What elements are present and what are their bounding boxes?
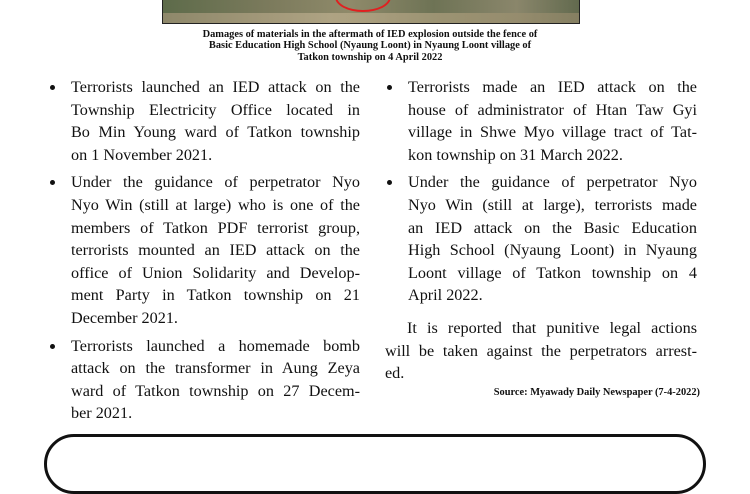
text-line: Terrorists launched an IED attack on the [71, 78, 360, 96]
bullet-item [48, 171, 360, 329]
text-line: Nyo Win (still at large), terrorists made [408, 195, 697, 214]
right-column [385, 76, 697, 385]
caption-line: Damages of materials in the aftermath of IED explosion outside the fence of [202, 29, 538, 40]
text-line: Loont village of Tatkon township on 4 [408, 263, 697, 282]
article-photo [162, 0, 580, 24]
text-line: It is reported that punitive legal actions [407, 318, 697, 337]
text-line: April 2022. [408, 286, 483, 305]
bullet-dot [50, 85, 55, 90]
photo-caption [150, 29, 590, 63]
text-line: on 1 November 2021. [71, 145, 213, 164]
bullet-dot [50, 180, 55, 185]
text-line: ed. [385, 364, 405, 383]
text-line: Bo Min Young ward of Tatkon township [71, 123, 360, 142]
text-line: Nyo Win (still at large) who is one of the [71, 195, 360, 214]
text-line: an IED attack on the Basic Education [408, 218, 697, 237]
closing-paragraph [385, 317, 697, 385]
text-line: ber 2021. [71, 404, 133, 423]
photo-highlight-circle [335, 0, 391, 12]
text-line: kon township on 31 March 2022. [408, 145, 623, 164]
left-column [48, 76, 360, 430]
caption-line: Tatkon township on 4 April 2022 [297, 51, 443, 63]
caption-line: Basic Education High School (Nyaung Loont) in Nyaung Loont village of [208, 40, 532, 52]
text-line: attack on the transformer in Aung Zeya [71, 359, 360, 378]
text-line: ment Party in Tatkon township on 21 [71, 286, 360, 305]
text-line: terrorists mounted an IED attack on the [71, 241, 360, 260]
text-line: will be taken against the perpetrators arrest- [385, 341, 697, 360]
bullet-item [385, 171, 697, 307]
text-line: members of Tatkon PDF terrorist group, [71, 218, 360, 237]
text-line: Terrorists made an IED attack on the [408, 78, 697, 96]
bullet-dot [50, 344, 55, 349]
text-line: High School (Nyaung Loont) in Nyaung [408, 241, 697, 260]
bullet-item [48, 335, 360, 425]
text-line: house of administrator of Htan Taw Gyi [408, 100, 697, 119]
bullet-item [385, 76, 697, 166]
text-line: office of Union Solidarity and Develop- [71, 263, 360, 282]
text-line: village in Shwe Myo village tract of Tat- [408, 123, 697, 142]
bullet-item [48, 76, 360, 166]
source-credit: Source: Myawady Daily Newspaper (7-4-2022) [493, 387, 700, 398]
text-line: Terrorists launched a homemade bomb [71, 336, 360, 355]
text-line: December 2021. [71, 308, 178, 327]
rounded-frame [44, 434, 706, 494]
text-line: Township Electricity Office located in [71, 100, 360, 119]
photo-ground [163, 13, 579, 23]
text-line: Under the guidance of perpetrator Nyo [408, 173, 697, 192]
bullet-dot [387, 85, 392, 90]
bullet-dot [387, 180, 392, 185]
text-line: Under the guidance of perpetrator Nyo [71, 173, 360, 192]
text-line: ward of Tatkon township on 27 Decem- [71, 381, 360, 400]
